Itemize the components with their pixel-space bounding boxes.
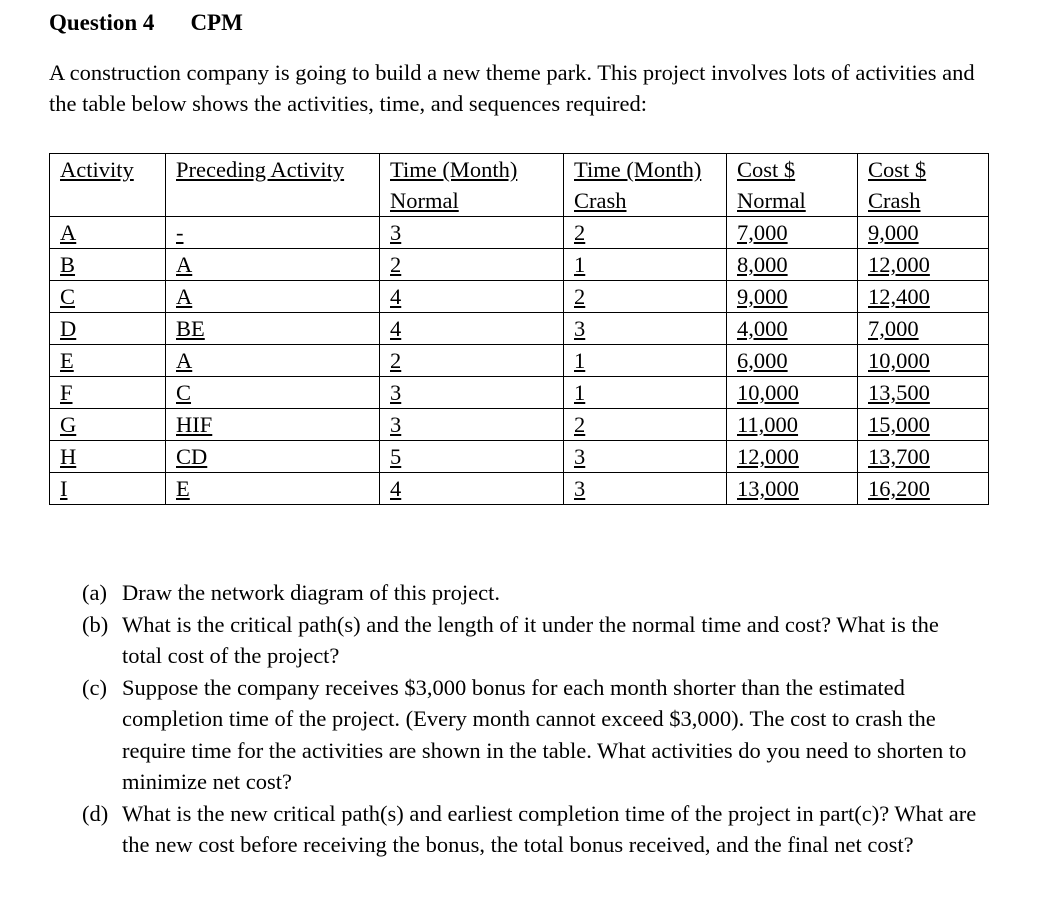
question-item — [82, 577, 977, 609]
question-text: What is the new critical path(s) and earliest completion time of the project in part(c)? What are the new cost before receiving the bonus, the total bonus received, and the final net cost? — [122, 800, 977, 857]
cell-time-crash: 3 — [564, 473, 727, 505]
header-cost-normal: Cost $ Normal — [727, 154, 858, 217]
cell-time-crash: 1 — [564, 249, 727, 281]
cell-time-normal: 4 — [380, 473, 564, 505]
cell-time-normal: 5 — [380, 441, 564, 473]
question-topic: CPM — [190, 10, 243, 35]
cell-activity: C — [50, 281, 166, 313]
table-row — [50, 281, 989, 313]
cell-cost-crash: 13,700 — [858, 441, 989, 473]
cell-time-crash: 1 — [564, 377, 727, 409]
cell-cost-normal: 9,000 — [727, 281, 858, 313]
cell-time-crash: 1 — [564, 345, 727, 377]
table-row — [50, 441, 989, 473]
cell-time-normal: 2 — [380, 249, 564, 281]
cell-cost-normal: 12,000 — [727, 441, 858, 473]
cell-time-normal: 3 — [380, 377, 564, 409]
cell-activity: H — [50, 441, 166, 473]
question-label: (b) — [82, 611, 109, 637]
question-text: What is the critical path(s) and the length of it under the normal time and cost? What is the total cost of the project? — [122, 611, 939, 668]
cell-preceding: A — [166, 281, 380, 313]
cell-time-crash: 2 — [564, 409, 727, 441]
header-preceding: Preceding Activity — [166, 154, 380, 217]
cell-activity: A — [50, 217, 166, 249]
cell-time-normal: 2 — [380, 345, 564, 377]
cell-time-crash: 3 — [564, 313, 727, 345]
table-row — [50, 345, 989, 377]
cell-cost-crash: 7,000 — [858, 313, 989, 345]
cell-cost-normal: 4,000 — [727, 313, 858, 345]
table-row — [50, 217, 989, 249]
question-item — [82, 672, 977, 798]
table-row — [50, 409, 989, 441]
cell-time-normal: 4 — [380, 313, 564, 345]
cell-cost-normal: 7,000 — [727, 217, 858, 249]
cell-activity: G — [50, 409, 166, 441]
cell-preceding: E — [166, 473, 380, 505]
table-row — [50, 249, 989, 281]
table-row — [50, 473, 989, 505]
question-item — [82, 798, 977, 861]
cell-cost-crash: 10,000 — [858, 345, 989, 377]
question-label: (d) — [82, 800, 109, 826]
cell-cost-crash: 13,500 — [858, 377, 989, 409]
question-label: (c) — [82, 674, 107, 700]
cell-preceding: CD — [166, 441, 380, 473]
cell-activity: E — [50, 345, 166, 377]
question-number: Question 4 — [49, 10, 155, 35]
header-cost-crash: Cost $ Crash — [858, 154, 989, 217]
cell-cost-crash: 15,000 — [858, 409, 989, 441]
header-time-normal: Time (Month) Normal — [380, 154, 564, 217]
cell-time-normal: 3 — [380, 217, 564, 249]
cell-cost-crash: 12,000 — [858, 249, 989, 281]
header-activity: Activity — [50, 154, 166, 217]
cell-time-crash: 2 — [564, 217, 727, 249]
cell-preceding: HIF — [166, 409, 380, 441]
question-text: Draw the network diagram of this project. — [122, 580, 501, 605]
cell-preceding: A — [166, 345, 380, 377]
question-text: Suppose the company receives $3,000 bonus for each month shorter than the estimated completion time of the project. (Every month cannot exceed $3,000). The cost to crash the require time for the activities are shown in the table. What activities do you need to shorten to minimize net cost? — [122, 674, 967, 794]
table-row — [50, 377, 989, 409]
table-row — [50, 313, 989, 345]
cell-cost-normal: 8,000 — [727, 249, 858, 281]
question-heading — [49, 10, 243, 36]
cell-cost-normal: 11,000 — [727, 409, 858, 441]
table-body — [50, 217, 989, 505]
question-label: (a) — [82, 580, 107, 605]
cell-activity: B — [50, 249, 166, 281]
cell-cost-normal: 6,000 — [727, 345, 858, 377]
cell-activity: F — [50, 377, 166, 409]
cell-activity: D — [50, 313, 166, 345]
cell-preceding: A — [166, 249, 380, 281]
cell-time-crash: 2 — [564, 281, 727, 313]
cell-time-crash: 3 — [564, 441, 727, 473]
intro-paragraph: A construction company is going to build a new theme park. This project involves lots of activities and the table below shows the activities, time, and sequences required: — [49, 60, 975, 116]
cell-cost-crash: 16,200 — [858, 473, 989, 505]
cell-time-normal: 3 — [380, 409, 564, 441]
cell-preceding: BE — [166, 313, 380, 345]
cell-cost-normal: 10,000 — [727, 377, 858, 409]
question-list — [82, 577, 977, 861]
table-header-row — [50, 154, 989, 217]
question-item — [82, 609, 977, 672]
activity-table — [49, 153, 989, 505]
cell-cost-normal: 13,000 — [727, 473, 858, 505]
cell-cost-crash: 9,000 — [858, 217, 989, 249]
cell-cost-crash: 12,400 — [858, 281, 989, 313]
cell-time-normal: 4 — [380, 281, 564, 313]
header-time-crash: Time (Month) Crash — [564, 154, 727, 217]
cell-preceding: C — [166, 377, 380, 409]
cell-activity: I — [50, 473, 166, 505]
cell-preceding: - — [166, 217, 380, 249]
